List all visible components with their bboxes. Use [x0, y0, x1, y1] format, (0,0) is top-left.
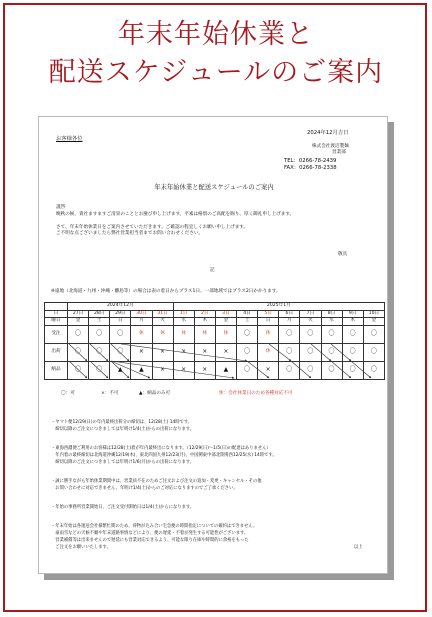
row-label-shipping: 出荷	[45, 343, 68, 361]
document-page	[38, 116, 388, 574]
shipping-cell: 〇	[68, 343, 89, 361]
order-cell: 〇	[300, 325, 321, 343]
delivery-cell: 〇	[321, 361, 342, 379]
weekday-cell: 土	[237, 318, 258, 326]
shipping-cell: 〇	[237, 343, 258, 361]
weekday-cell: 金	[68, 318, 89, 326]
delivery-cell: 〇	[363, 361, 384, 379]
point-line: 締切以降のご注文につきましては年明け1/4(土)からの出荷になります。	[51, 427, 195, 432]
weekday-cell: 水	[321, 318, 342, 326]
day-cell: 1日	[173, 310, 194, 318]
point-line: ・東海西濃便ご利用のお客様は12/28(土)着が年内最終出になります。（12/29(日)～1/5(日)の配達はありません）	[51, 446, 271, 451]
document-preview	[38, 116, 394, 580]
row-label-day: 日	[45, 310, 68, 318]
day-cell: 29日	[110, 310, 131, 318]
point-line: 年内着の最終締切は北海道沖縄12/19(木)、東北四国九州12/23(月)、中国関東中部北陸関西12/25(水) 14時です。	[51, 453, 277, 458]
delivery-cell: ▲	[215, 361, 236, 379]
shipping-cell: ×	[152, 343, 173, 361]
delivery-cell: ▲	[110, 361, 131, 379]
legend-partial: ▲：納品のみ可	[139, 391, 171, 396]
day-cell: 4日	[237, 310, 258, 318]
weekday-cell: 月	[279, 318, 300, 326]
weekday-cell: 火	[152, 318, 173, 326]
point-line: ・年末年始は各運送会社様繁忙期のため、荷物が込み合い宅急便の時間指定についての確約はできません。	[51, 524, 258, 529]
weekday-cell: 木	[342, 318, 363, 326]
point-line: 締切以降のご注文につきましては年明け1/6(月)からの出荷になります。	[51, 460, 195, 465]
order-cell: 休	[215, 325, 236, 343]
page-title-line2: 配送スケジュールのご案内	[48, 57, 384, 88]
shipping-cell: 〇	[279, 343, 300, 361]
day-cell: 8日	[321, 310, 342, 318]
shipping-cell: ×	[173, 343, 194, 361]
shipping-cell: 〇	[89, 343, 110, 361]
month-dec: 2024年12月	[68, 303, 174, 311]
row-label-weekday: 曜日	[45, 318, 68, 326]
order-cell: 〇	[68, 325, 89, 343]
weekday-cell: 火	[300, 318, 321, 326]
issue-date: 2024年12月吉日	[307, 130, 349, 136]
shipping-cell: ×	[215, 343, 236, 361]
page-title-line1: 年末年始休業と	[118, 19, 314, 50]
row-label-order: 受注	[45, 325, 68, 343]
point-line: 豪雨雪などの天候不順や年末道路事情などにより、便の遅延・不着が発生する可能性がございます。	[51, 531, 249, 536]
order-cell: 休	[131, 325, 152, 343]
point-line: 営業補償等は出来ませんので遅延にも営業対応できるよう、可能な限り在庫や時間的に余裕をもった	[51, 538, 249, 543]
delivery-cell: ×	[173, 361, 194, 379]
weekday-cell: 日	[258, 318, 279, 326]
delivery-cell: 〇	[68, 361, 89, 379]
body-text-1: さて、年末年始休業日をご案内させていただきます。ご確認の程宜しくお願い申し上げます。	[56, 225, 249, 230]
order-cell: 休	[152, 325, 173, 343]
shipping-cell: 休	[258, 343, 279, 361]
point-line: ご注文をお願いいたします。	[51, 545, 111, 550]
remote-area-note: ※遠地（北海道・九州・沖縄・離島等）の場合は表の着日からプラス1日、一部地域ではプラス2日かかります。	[51, 289, 281, 294]
greeting-close: 敬具	[338, 252, 348, 257]
row-label-delivery: 納品	[45, 361, 68, 379]
delivery-cell: 〇	[89, 361, 110, 379]
order-cell: 休	[173, 325, 194, 343]
tel: TEL：0266-78-2439	[284, 158, 337, 164]
day-cell: 9日	[342, 310, 363, 318]
weekday-cell: 金	[363, 318, 384, 326]
legend-ng: ×：不可	[101, 391, 119, 396]
department: 営業部	[332, 150, 346, 155]
point-line: ・年始の事務所営業開始日、ご注文受付開始日は1/4(土)からになります。	[51, 505, 195, 510]
weekday-cell: 木	[194, 318, 215, 326]
weekday-cell: 水	[173, 318, 194, 326]
day-cell: 2日	[194, 310, 215, 318]
delivery-cell: ×	[152, 361, 173, 379]
shipping-cell: 〇	[300, 343, 321, 361]
delivery-cell: 〇	[300, 361, 321, 379]
day-cell: 31日	[152, 310, 173, 318]
closing-ijou: 以上	[354, 545, 363, 550]
body-text-2: ご不明な点ございましたら弊社営業担当者までお問い合わせください。	[56, 231, 204, 236]
greeting-body: 晩秋の候、貴社ますますご清栄のこととお慶び申し上げます。平素は格別のご高配を賜り、厚く御礼申し上げます。	[56, 212, 295, 217]
day-cell: 30日	[131, 310, 152, 318]
shipping-cell: 〇	[110, 343, 131, 361]
order-cell: 〇	[342, 325, 363, 343]
weekday-cell: 土	[89, 318, 110, 326]
order-cell: 〇	[363, 325, 384, 343]
ki-label: 記	[210, 268, 215, 273]
weekday-cell: 日	[110, 318, 131, 326]
shipping-cell: ×	[131, 343, 152, 361]
day-cell: 5日	[258, 310, 279, 318]
day-cell: 27日	[68, 310, 89, 318]
document-heading: 年末年始休業と配送スケジュールのご案内	[154, 184, 274, 191]
shipping-cell: 〇	[342, 343, 363, 361]
weekday-cell: 月	[131, 318, 152, 326]
day-cell: 10日	[363, 310, 384, 318]
delivery-cell: ×	[258, 361, 279, 379]
point-line: ・ヤマト便12/29(日)の年内最終出荷分の締切は、12/28(土) 14時です。	[51, 420, 193, 425]
order-cell: 〇	[279, 325, 300, 343]
delivery-cell: 〇	[237, 361, 258, 379]
order-cell: 〇	[321, 325, 342, 343]
order-cell: 〇	[89, 325, 110, 343]
fax: FAX：0266-78-2338	[284, 165, 337, 171]
company-name: 株式会社渡辺製麺	[312, 144, 349, 149]
month-jan: 2025年1月	[173, 303, 384, 311]
shipping-cell: 〇	[363, 343, 384, 361]
weekday-cell: 金	[215, 318, 236, 326]
order-cell: 〇	[237, 325, 258, 343]
order-cell: 休	[194, 325, 215, 343]
legend-closed: 休：会社休業日のため各種対応不可	[219, 391, 293, 396]
point-line: ・誠に勝手ながら年始休業期間中は、営業員不在のためご注文および注文の追加・変更・キャンセル・その他	[51, 479, 262, 484]
delivery-cell: ×	[194, 361, 215, 379]
order-cell: 〇	[110, 325, 131, 343]
legend-ok: 〇：可	[61, 391, 75, 396]
day-cell: 28日	[89, 310, 110, 318]
delivery-cell: 〇	[279, 361, 300, 379]
day-cell: 6日	[279, 310, 300, 318]
greeting-open: 謹啓	[56, 205, 66, 210]
delivery-cell: 〇	[342, 361, 363, 379]
order-cell: 休	[258, 325, 279, 343]
day-cell: 3日	[215, 310, 236, 318]
day-cell: 7日	[300, 310, 321, 318]
shipping-cell: 〇	[321, 343, 342, 361]
shipping-cell: ×	[194, 343, 215, 361]
recipient: お客様各位	[56, 136, 83, 142]
point-line: お問い合わせに対応できません。年明け1/4(土)からのご対応になりますのでご了承ください。	[51, 486, 238, 491]
delivery-cell: ▲	[131, 361, 152, 379]
flow-arrows	[69, 344, 371, 378]
